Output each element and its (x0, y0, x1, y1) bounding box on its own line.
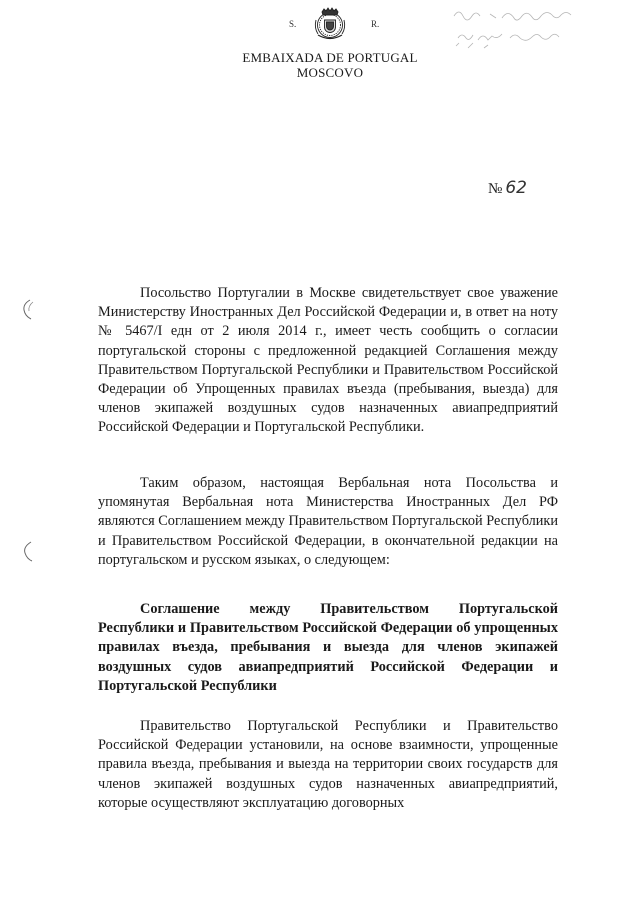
note-number (488, 178, 527, 198)
paragraph-agreement-body: Правительство Португальской Республики и Правительство Российской Федерации установили, на основе взаимности, упрощенные правила въезда, пребывания и выезда на территории своих государств для членов экипажей воздушных судов назначенных авиапредприятий, которые осуществляют эксплуатацию договорных (98, 718, 558, 811)
embassy-city: MOSCOVO (296, 65, 364, 80)
handwritten-stamp-notation (450, 4, 600, 54)
margin-mark-2 (20, 540, 34, 562)
embassy-name: EMBAIXADA DE PORTUGAL (242, 50, 418, 65)
margin-mark-1 (20, 298, 34, 320)
header-left-letter: S. (289, 19, 297, 29)
agreement-title: Соглашение между Правительством Португальской Республики и Правительством Российской Федерации об упрощенных правилах въезда, пребывания и выезда для членов экипажей воздушных судов авиапредприятий Российской Федерации и Португальской Республики (98, 601, 558, 694)
paragraph-intro: Посольство Португалии в Москве свидетельствует свое уважение Министерству Иностранных Дел Российской Федерации и, в ответ на ноту № 5467/I едн от 2 июля 2014 г., имеет честь сообщить о согласии португальской стороны с предложенной редакцией Соглашения между Правительством Португальской Республики и Правительством Российской Федерации об Упрощенных правилах въезда (пребывания, выезда) для членов экипажей воздушных судов назначенных авиапредприятий Российской Федерации и Португальской Республики. (98, 285, 558, 436)
note-number-prefix: № (488, 181, 503, 197)
header-right-letter: R. (371, 19, 380, 29)
note-number-handwritten: 62 (505, 178, 527, 198)
paragraph-agreement-statement: Таким образом, настоящая Вербальная нота Посольства и упомянутая Вербальная нота Министерства Иностранных Дел РФ являются Соглашением между Правительством Португальской Республики и Правительством Российской Федерации, в окончательной редакции на португальском и русском языках, о следующем: (98, 475, 558, 568)
portuguese-coat-of-arms-icon (312, 6, 348, 42)
